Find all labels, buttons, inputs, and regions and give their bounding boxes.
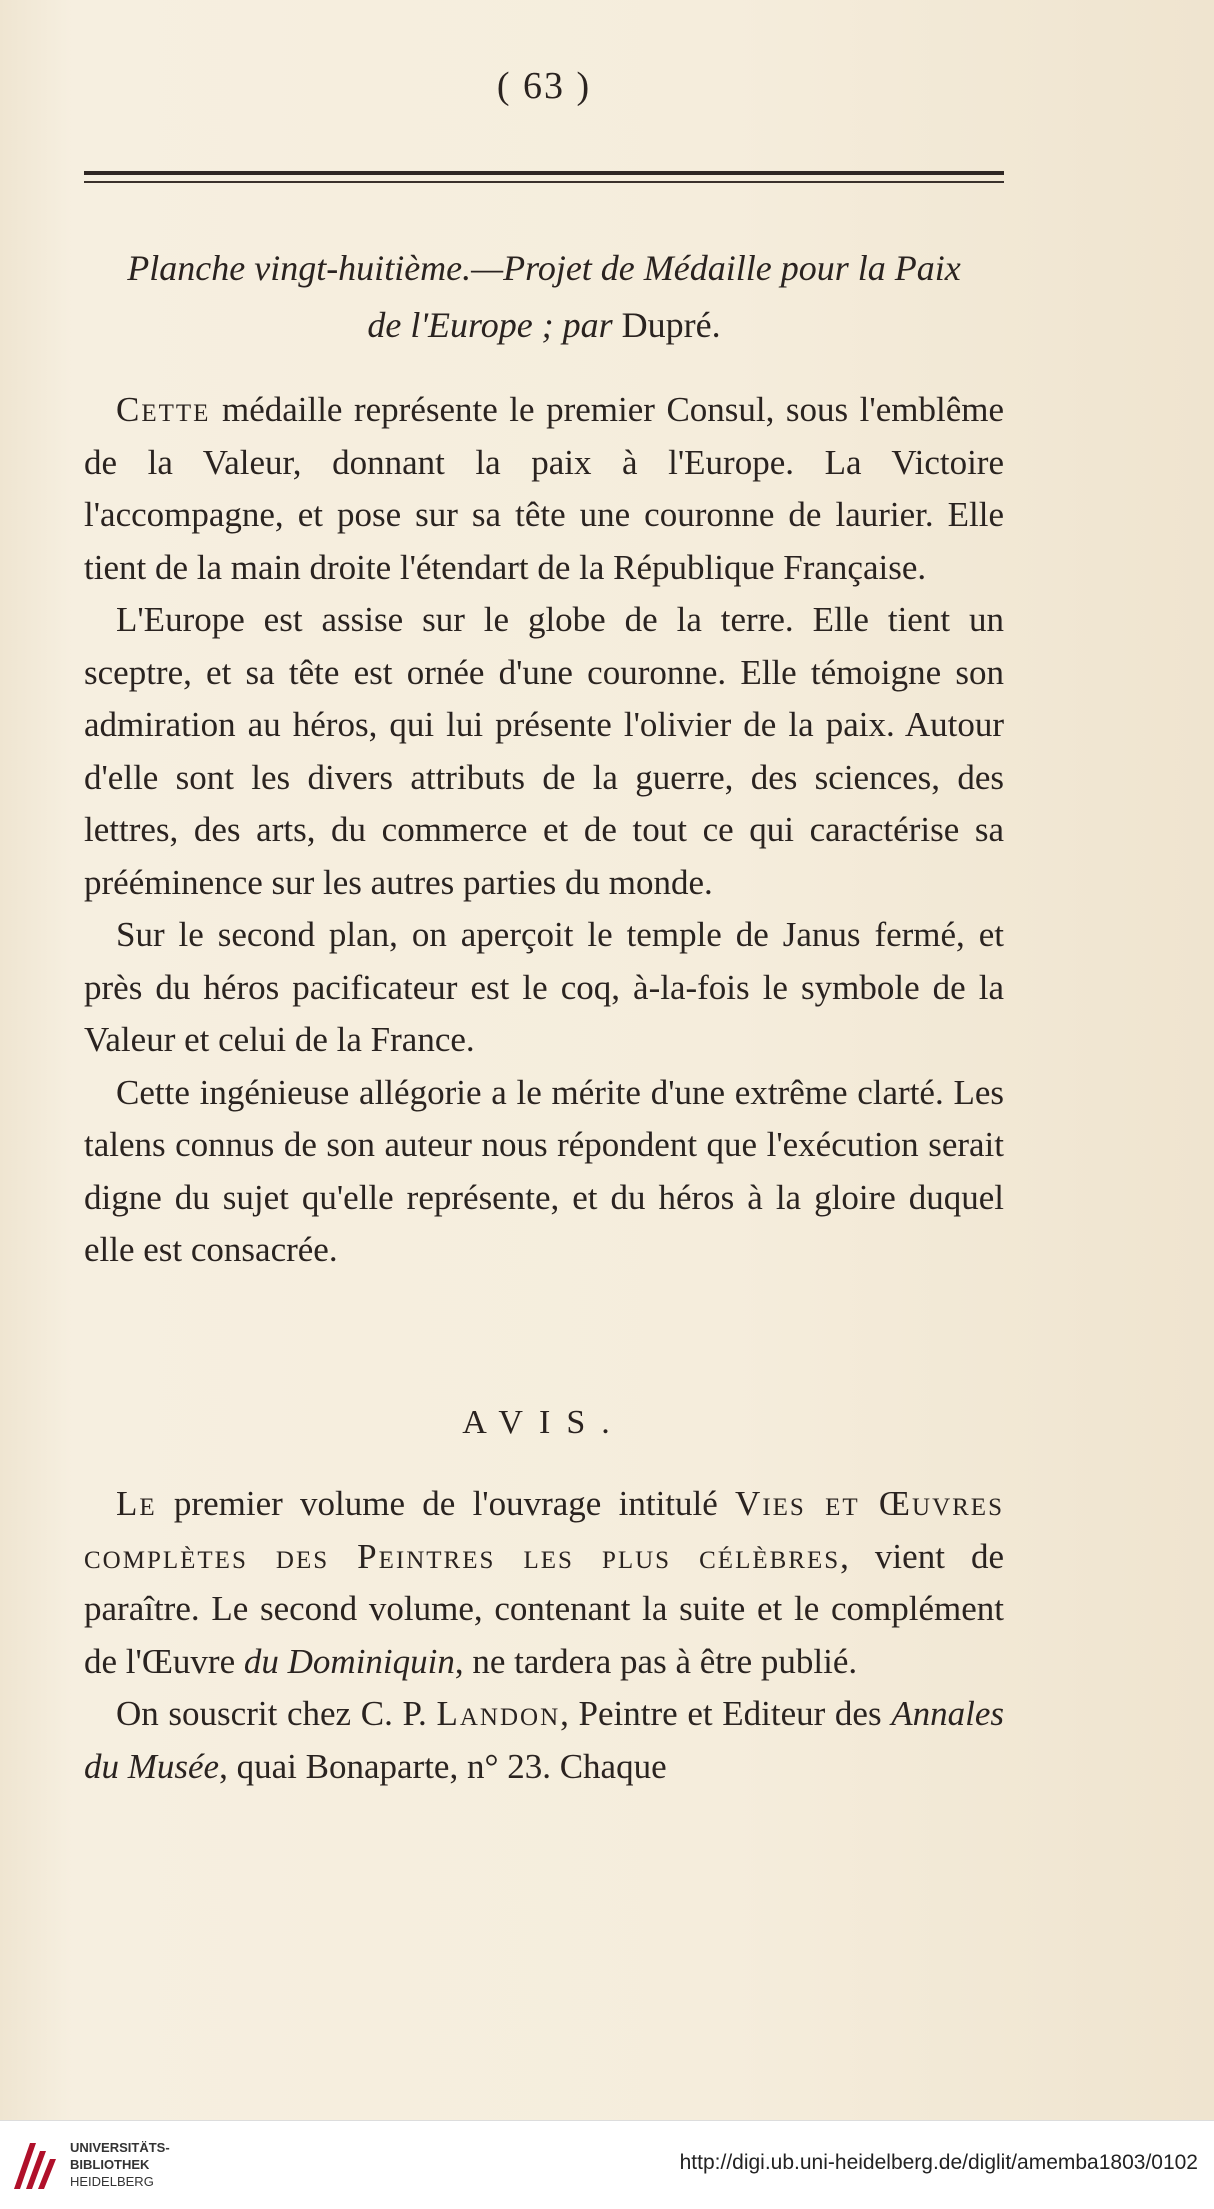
description-text <box>84 384 1004 1277</box>
paragraph-1-lead: Cette <box>116 390 211 429</box>
library-name <box>70 2139 170 2190</box>
plate-title-line2 <box>84 297 1004 354</box>
avis-p2-name: Landon <box>436 1694 561 1733</box>
avis-paragraph-2 <box>84 1688 1004 1793</box>
avis-title: AVIS. <box>462 1404 626 1441</box>
avis-p1-end: , ne tardera pas à être publié. <box>454 1641 858 1681</box>
avis-p1-mid: premier volume de l'ouvrage intitulé <box>156 1484 736 1523</box>
source-url[interactable]: http://digi.ub.uni-heidelberg.de/diglit/amemba1803/0102 <box>679 2151 1198 2174</box>
plate-title-line1: Planche vingt-huitième.—Projet de Médaille pour la Paix <box>127 248 961 288</box>
plate-title-prefix: de l'Europe ; par <box>367 305 622 345</box>
paragraph-3: Sur le second plan, on aperçoit le temple de Janus fermé, et près du héros pacificateur est le coq, à-la-fois le symbole de la Valeur et celui de la France. <box>84 915 1004 1059</box>
library-name-line1: UNIVERSITÄTS- <box>70 2140 170 2155</box>
page-number: ( 63 ) <box>496 65 592 107</box>
paragraph-1 <box>84 384 1004 594</box>
avis-p2-italic: Annales du Musée <box>84 1694 1004 1786</box>
avis-text <box>84 1478 1004 1793</box>
paragraph-4: Cette ingénieuse allégorie a le mérite d'une extrême clarté. Les talens connus de son auteur nous répondent que l'exécution serait digne du sujet qu'elle représente, et du héros à la gloire duquel elle est consacrée. <box>84 1072 1004 1269</box>
header-rule-thick <box>84 171 1004 175</box>
paragraph-2: L'Europe est assise sur le globe de la terre. Elle tient un sceptre, et sa tête est ornée d'une couronne. Elle témoigne son admiration au héros, qui lui présente l'olivier de la paix. Autour d'elle sont les divers attributs de la guerre, des sciences, des lettres, des arts, du commerce et de tout ce qui caractérise sa prééminence sur les autres parties du monde. <box>84 600 1004 902</box>
avis-book-title: Vies et Œuvres complètes des Peintres les plus célèbres <box>84 1484 1004 1576</box>
plate-artist: Dupré. <box>621 305 721 345</box>
header-rule-thin <box>84 181 1004 183</box>
avis-p1-after: , vient de paraître. Le second volume, contenant la suite et le complément de l'Œuvre <box>84 1536 1004 1681</box>
footer-bar <box>0 2120 1214 2209</box>
heidelberg-library-logo-icon <box>10 2137 62 2193</box>
library-name-line2: BIBLIOTHEK <box>70 2157 150 2172</box>
avis-p2-end: , quai Bonaparte, n° 23. Chaque <box>219 1746 667 1786</box>
avis-paragraph-1 <box>84 1478 1004 1688</box>
avis-p1-lead: Le <box>116 1484 157 1523</box>
library-name-line3: HEIDELBERG <box>70 2174 154 2189</box>
avis-p2-mid: , Peintre et Editeur des <box>560 1694 892 1733</box>
plate-title <box>84 240 1004 354</box>
avis-p2-start: On souscrit chez C. P. <box>116 1694 437 1733</box>
avis-p1-italic: du Dominiquin <box>243 1641 455 1681</box>
paragraph-1-text: médaille représente le premier Consul, sous l'emblême de la Valeur, donnant la paix à l'Europe. La Victoire l'accompagne, et pose sur sa tête une couronne de laurier. Elle tient de la main droite l'étendart de la République Française. <box>84 390 1004 587</box>
